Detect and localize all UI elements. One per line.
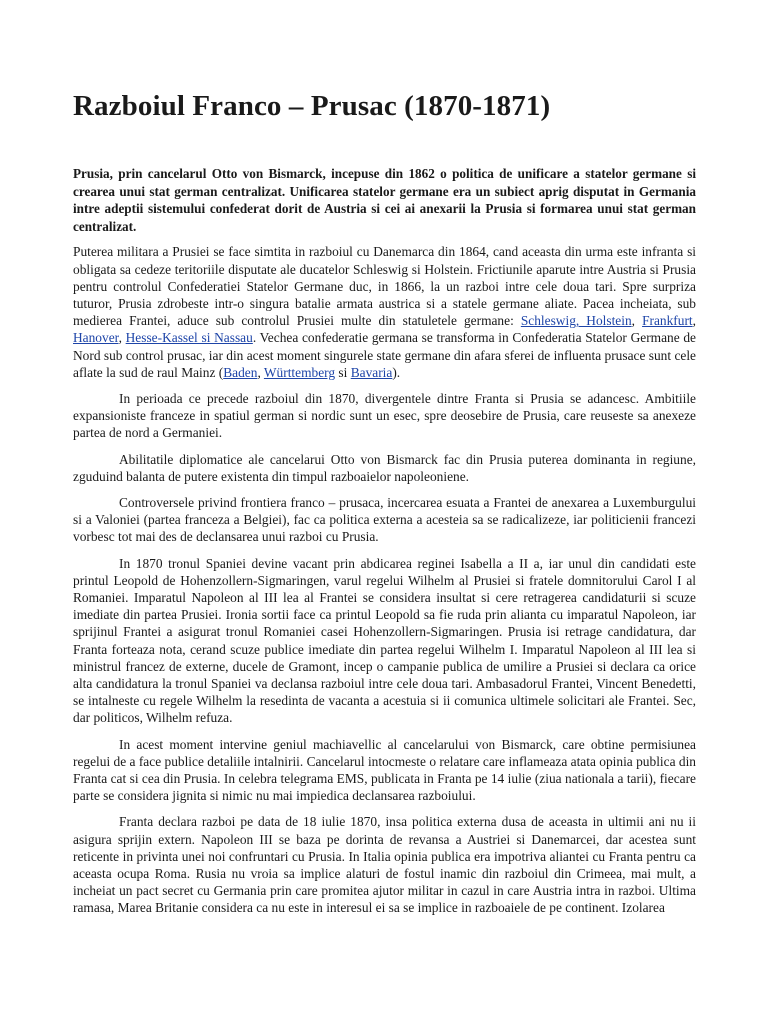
paragraph-7: Franta declara razboi pe data de 18 iulie 1870, insa politica externa dusa de aceasta in ultimii ani nu ii asigura sprijin extern. Napoleon III se baza pe dorinta de revansa a Austriei si Danemarcei, dar acestea sunt reticente in privinta unei noi confruntari cu Prusia. In Italia opinia publica era impotriva aliantei cu Franta pentru ca aceasta ocupa Roma. Rusia nu vroia sa implice alaturi de fostul inamic din razboiul din Crimeea, mai mult, a incheiat un pact secret cu Germania prin care promitea ajutor militar in cazul in care Austria intra in razboi. Ultima ramasa, Marea Britanie considera ca nu este in interesul ei sa se implice in razboaiele de pe continent. Izolarea [73, 814, 696, 916]
paragraph-5: In 1870 tronul Spaniei devine vacant prin abdicarea reginei Isabella a II a, iar unul din candidati este printul Leopold de Hohenzollern-Sigmaringen, varul regelui Wilhelm al Prusiei si fratele domnitorului Carol I al Romaniei. Imparatul Napoleon al III lea al Frantei se considera insultat si cere retragerea candidaturii si scuze imediate din partea Prusiei. Ironia sortii face ca printul Leopold sa fie ruda prin alianta cu imparatul Napoleon, iar sprijinul Frantei a asigurat tronul Romaniei casei Hohenzollern-Sigmaringen. Prusia isi retrage candidatura, dar Franta forteaza nota, cerand scuze publice imediate din partea regelui Wilhelm I. Imparatul Napoleon al III lea si ministrul francez de externe, ducele de Gramont, incep o campanie publica de umilire a Prusiei si declara ca orice alta candidatura la tronul Spaniei va declansa razboiul intre cele doua tari. Ambasadorul Frantei, Vincent Benedetti, se intalneste cu regele Wilhelm la resedinta de vacanta a acestuia si ii comunica ultimele solicitari ale Frantei. Sec, dar politicos, Wilhelm refuza. [73, 555, 696, 726]
paragraph-1-text-c: si [335, 364, 351, 380]
paragraph-1-text-b: . Vechea confederatie germana se transforma in Confederatia Statelor Germane de Nord sub control prusac, iar din acest moment singurele state germane din afara sferei de influenta prusace sunt cele aflate la sud de raul Mainz ( [73, 330, 696, 380]
separator: , [257, 364, 264, 380]
article-body [73, 165, 696, 926]
paragraph-1-text-a: Puterea militara a Prusiei se face simtita in razboiul cu Danemarca din 1864, cand aceasta din urma este infranta si obligata sa cedeze teritoriile disputate ale ducatelor Schleswig si Holstein. Frictiunile aparute intre Austria si Prusia pentru controlul Confederatiei Statelor Germane duc, in 1866, la un razboi intre cele doua tari. Spre surpriza tuturor, Prusia zdrobeste intr-o singura batalie armata austrica si a statele germane aliate. Pacea incheiata, sub medierea Frantei, aduce sub controlul Prusiei multe din statuletele germane: [73, 244, 696, 329]
link-bavaria[interactable]: Bavaria [350, 364, 393, 380]
link-hanover[interactable]: Hanover [73, 330, 119, 346]
paragraph-6: In acest moment intervine geniul machiavellic al cancelarului von Bismarck, care obtine permisiunea regelui de a face publice detaliile intalnirii. Cancelarul intocmeste o relatare care inflameaza atata opinia publica din Franta cat si cea din Prusia. In celebra telegrama EMS, publicata in Franta pe 14 iulie (ziua nationala a tarii), fiecare parte se considera jignita si nimic nu mai impiedica declansarea razboiului. [73, 736, 696, 804]
paragraph-4: Controversele privind frontiera franco – prusaca, incercarea esuata a Frantei de anexarea a Luxemburgului si a Valoniei (partea franceza a Belgiei), fac ca politica externa a acesteia sa se radicalizeze, iar politicienii francezi vorbesc tot mai des de declansarea unui razboi cu Prusia. [73, 495, 696, 545]
page-title: Razboiul Franco – Prusac (1870-1871) [73, 90, 551, 122]
paragraph-1-text-d: ). [392, 364, 401, 380]
separator: , [118, 330, 126, 346]
link-baden[interactable]: Baden [223, 364, 258, 380]
paragraph-3: Abilitatile diplomatice ale cancelarui Otto von Bismarck fac din Prusia puterea dominanta in regiune, zguduind balanta de putere existenta din timpul razboaielor napoleoniene. [73, 451, 696, 484]
link-schleswig-holstein[interactable]: Schleswig, Holstein [520, 313, 632, 329]
link-wurttemberg[interactable]: Württemberg [263, 364, 336, 380]
link-hesse-kassel-nassau[interactable]: Hesse-Kassel si Nassau [125, 330, 253, 346]
separator: , [631, 313, 643, 329]
paragraph-1 [73, 243, 696, 381]
paragraph-2: In perioada ce precede razboiul din 1870, divergentele dintre Franta si Prusia se adancesc. Ambitiile expansioniste franceze in spatiul german si nordic sunt un esec, spre deosebire de Prusia, care reuseste sa anexeze partea de nord a Germaniei. [73, 391, 696, 441]
separator: , [692, 313, 696, 329]
lead-paragraph: Prusia, prin cancelarul Otto von Bismarck, incepuse din 1862 o politica de unificare a statelor germane si crearea unui stat german centralizat. Unificarea statelor germane era un subiect aprig disputat in Germania intre adeptii sistemului confederat dorit de Austria si cei ai anexarii la Prusia si formarea unui stat german centralizat. [73, 166, 696, 234]
link-frankfurt[interactable]: Frankfurt [642, 313, 693, 329]
